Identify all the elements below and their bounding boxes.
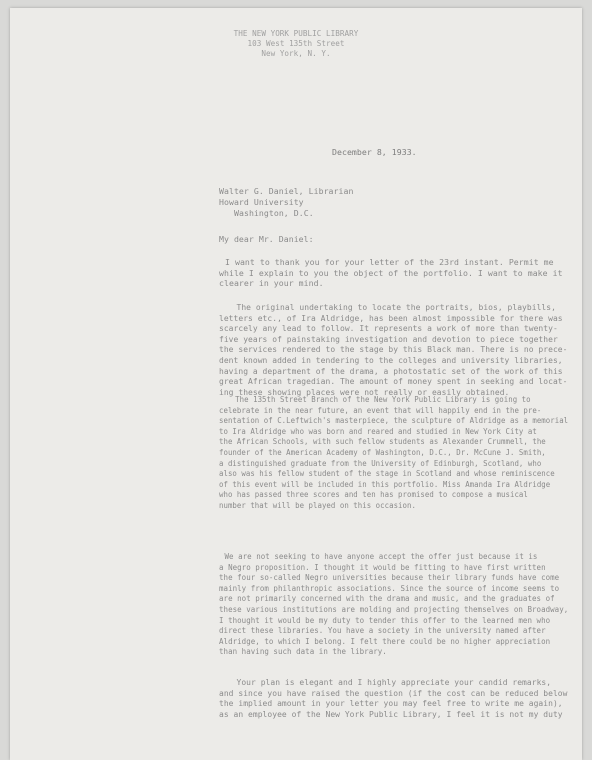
salutation: My dear Mr. Daniel: [219,234,314,244]
paragraph-line: the African Schools, with such fellow students as Alexander Crummell, the [219,436,546,447]
paragraph-line: Aldridge, to which I belong. I felt there could be no higher appreciation [219,635,551,646]
paragraph-line: the four so-called Negro universities because their library funds have come [219,572,560,583]
paragraph-line: five years of painstaking investigation and devotion to piece together [219,333,558,344]
paragraph-line: I thought it would be my duty to tender this offer to the learned men who [219,614,551,625]
paragraph-line: clearer in your mind. [219,278,324,289]
paragraph-line: ing these showing places were not really or easily obtained. [219,386,510,397]
letterhead-line-1: THE NEW YORK PUBLIC LIBRARY [233,29,359,38]
paragraph-line: Your plan is elegant and I highly appreciate your candid remarks, [236,677,552,687]
paragraph-line: The original undertaking to locate the portraits, bios, playbills, [236,302,556,312]
paragraph-1 [219,257,563,289]
paragraph-line: to Ira Aldridge who was born and reared and studied in New York City at [219,425,537,436]
paragraph-line: while I explain to you the object of the portfolio. I want to make it [219,267,563,278]
paragraph-line: having a department of the drama, a photostatic set of the work of this [219,365,563,376]
paragraph-line: who has passed three scores and ten has promised to compose a musical [219,489,528,500]
paragraph-line: and since you have raised the question (if the cost can be reduced below [219,687,568,698]
paragraph-line: founder of the American Academy of Washington, D.C., Dr. McCune J. Smith, [219,446,546,457]
paragraph-line: also was his fellow student of the stage in Scotland and whose reminiscence [219,468,555,479]
paragraph-line: direct these libraries. You have a society in the university named after [219,625,546,636]
paragraph-line: mainly from philanthropic associations. Since the source of income seems to [219,582,560,593]
paragraph-line: dent known added in tendering to the colleges and university libraries, [219,354,563,365]
paragraph-line: of this event will be included in this portfolio. Miss Amanda Ira Aldridge [219,478,551,489]
letterhead-line-2: 103 West 135th Street [247,39,345,48]
paragraph-line: number that will be played on this occasion. [219,499,416,510]
paragraph-line: great African tragedian. The amount of money spent in seeking and locat- [219,376,568,387]
paragraph-line: celebrate in the near future, an event that will happily end in the pre- [219,404,542,415]
paragraph-line: the implied amount in your letter you may feel free to write me again), [219,698,563,709]
paragraph-line: The 135th Street Branch of the New York Public Library is going to [235,394,531,404]
letter-date: December 8, 1933. [332,147,417,157]
paragraph-line: sentation of C.Leftwich's masterpiece, the sculpture of Aldridge as a memorial [219,415,569,426]
recipient-institution: Howard University [219,197,304,207]
paragraph-line: than having such data in the library. [219,646,387,657]
paragraph-line: We are not seeking to have anyone accept the offer just because it is [224,551,538,561]
recipient-city: Washington, D.C. [234,208,314,218]
paragraph-line: are not primarily concerned with the drama and music, and the graduates of [219,593,555,604]
paragraph-line: letters etc., of Ira Aldridge, has been almost impossible for there was [219,312,563,323]
paragraph-line: I want to thank you for your letter of the 23rd instant. Permit me [225,257,554,267]
paragraph-2 [219,302,578,397]
paragraph-line: as an employee of the New York Public Library, I feel it is not my duty [219,708,563,719]
letterhead-line-3: New York, N. Y. [261,49,331,58]
paragraph-3 [219,394,592,511]
paragraph-line: scarcely any lead to follow. It represents a work of more than twenty- [219,323,558,334]
paragraph-5 [219,677,578,719]
paragraph-line: a distinguished graduate from the University of Edinburgh, Scotland, who [219,457,542,468]
letter-page [10,8,582,760]
paragraph-line: the services rendered to the stage by this Black man. There is no prece- [219,344,568,355]
paragraph-4 [219,551,592,657]
paragraph-line: these various institutions are molding and projecting themselves on Broadway, [219,603,569,614]
recipient-name: Walter G. Daniel, Librarian [219,186,354,196]
paragraph-line: a Negro proposition. I thought it would be fitting to have first written [219,561,546,572]
